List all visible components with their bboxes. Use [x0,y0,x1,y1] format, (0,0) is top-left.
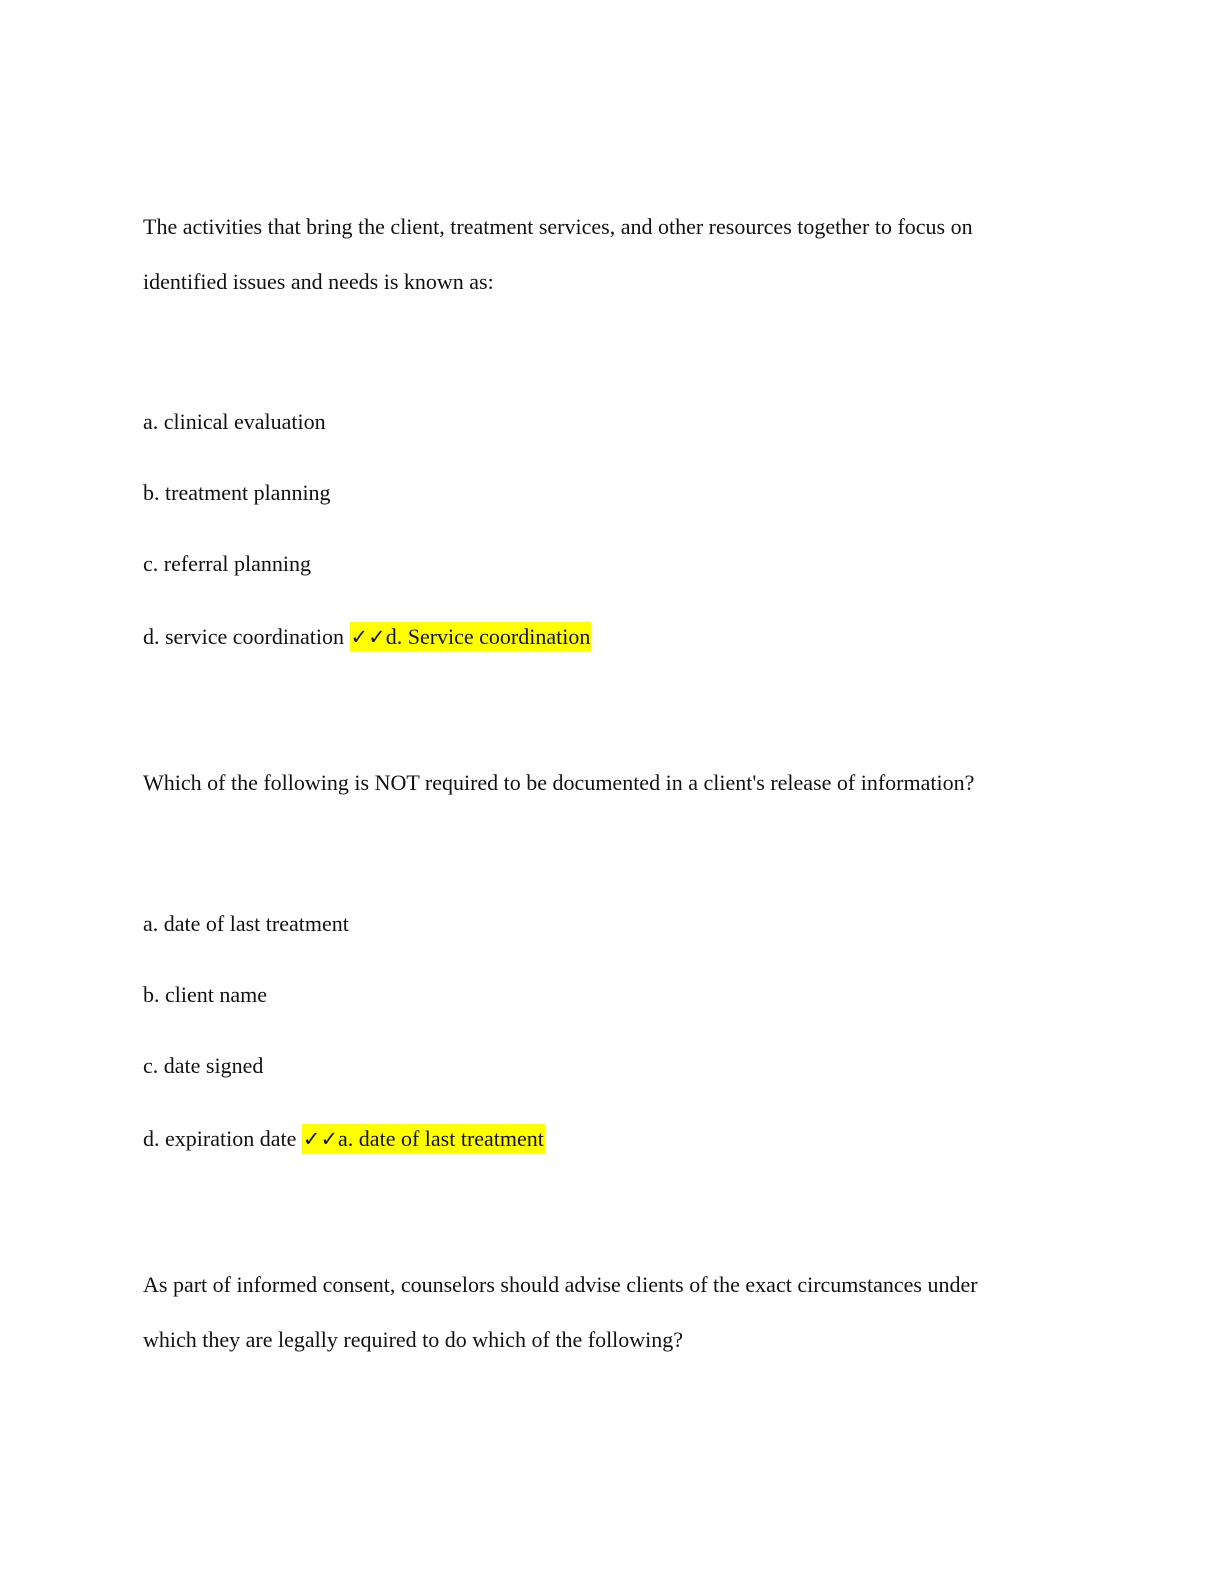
question-2-option-a: a. date of last treatment [143,911,349,936]
question-1-option-c: c. referral planning [143,551,311,576]
question-2-option-b: b. client name [143,982,268,1007]
double-check-icon: ✓✓ [350,625,386,649]
question-1-option-d-row [143,623,591,651]
question-1-answer-text: d. Service coordination [385,624,591,649]
double-check-icon: ✓✓ [302,1127,339,1151]
question-2-option-c: c. date signed [143,1053,264,1078]
question-2-option-d-row [143,1125,545,1153]
question-1-option-b: b. treatment planning [143,480,331,505]
question-2-answer-highlight [302,1124,545,1154]
question-2-option-d: d. expiration date [143,1126,297,1151]
question-3-stem-line-2: which they are legally required to do which of the following? [143,1327,684,1352]
question-2-answer-text: a. date of last treatment [338,1126,544,1151]
question-1-stem-line-1: The activities that bring the client, treatment services, and other resources together to focus on [143,214,973,239]
question-3-stem-line-1: As part of informed consent, counselors should advise clients of the exact circumstances under [143,1272,978,1297]
question-1-option-a: a. clinical evaluation [143,409,326,434]
question-1-option-d: d. service coordination [143,624,344,649]
question-1-answer-highlight [350,622,592,652]
question-2-stem-line-1: Which of the following is NOT required to be documented in a client's release of information? [143,770,975,795]
question-1-stem-line-2: identified issues and needs is known as: [143,269,494,294]
